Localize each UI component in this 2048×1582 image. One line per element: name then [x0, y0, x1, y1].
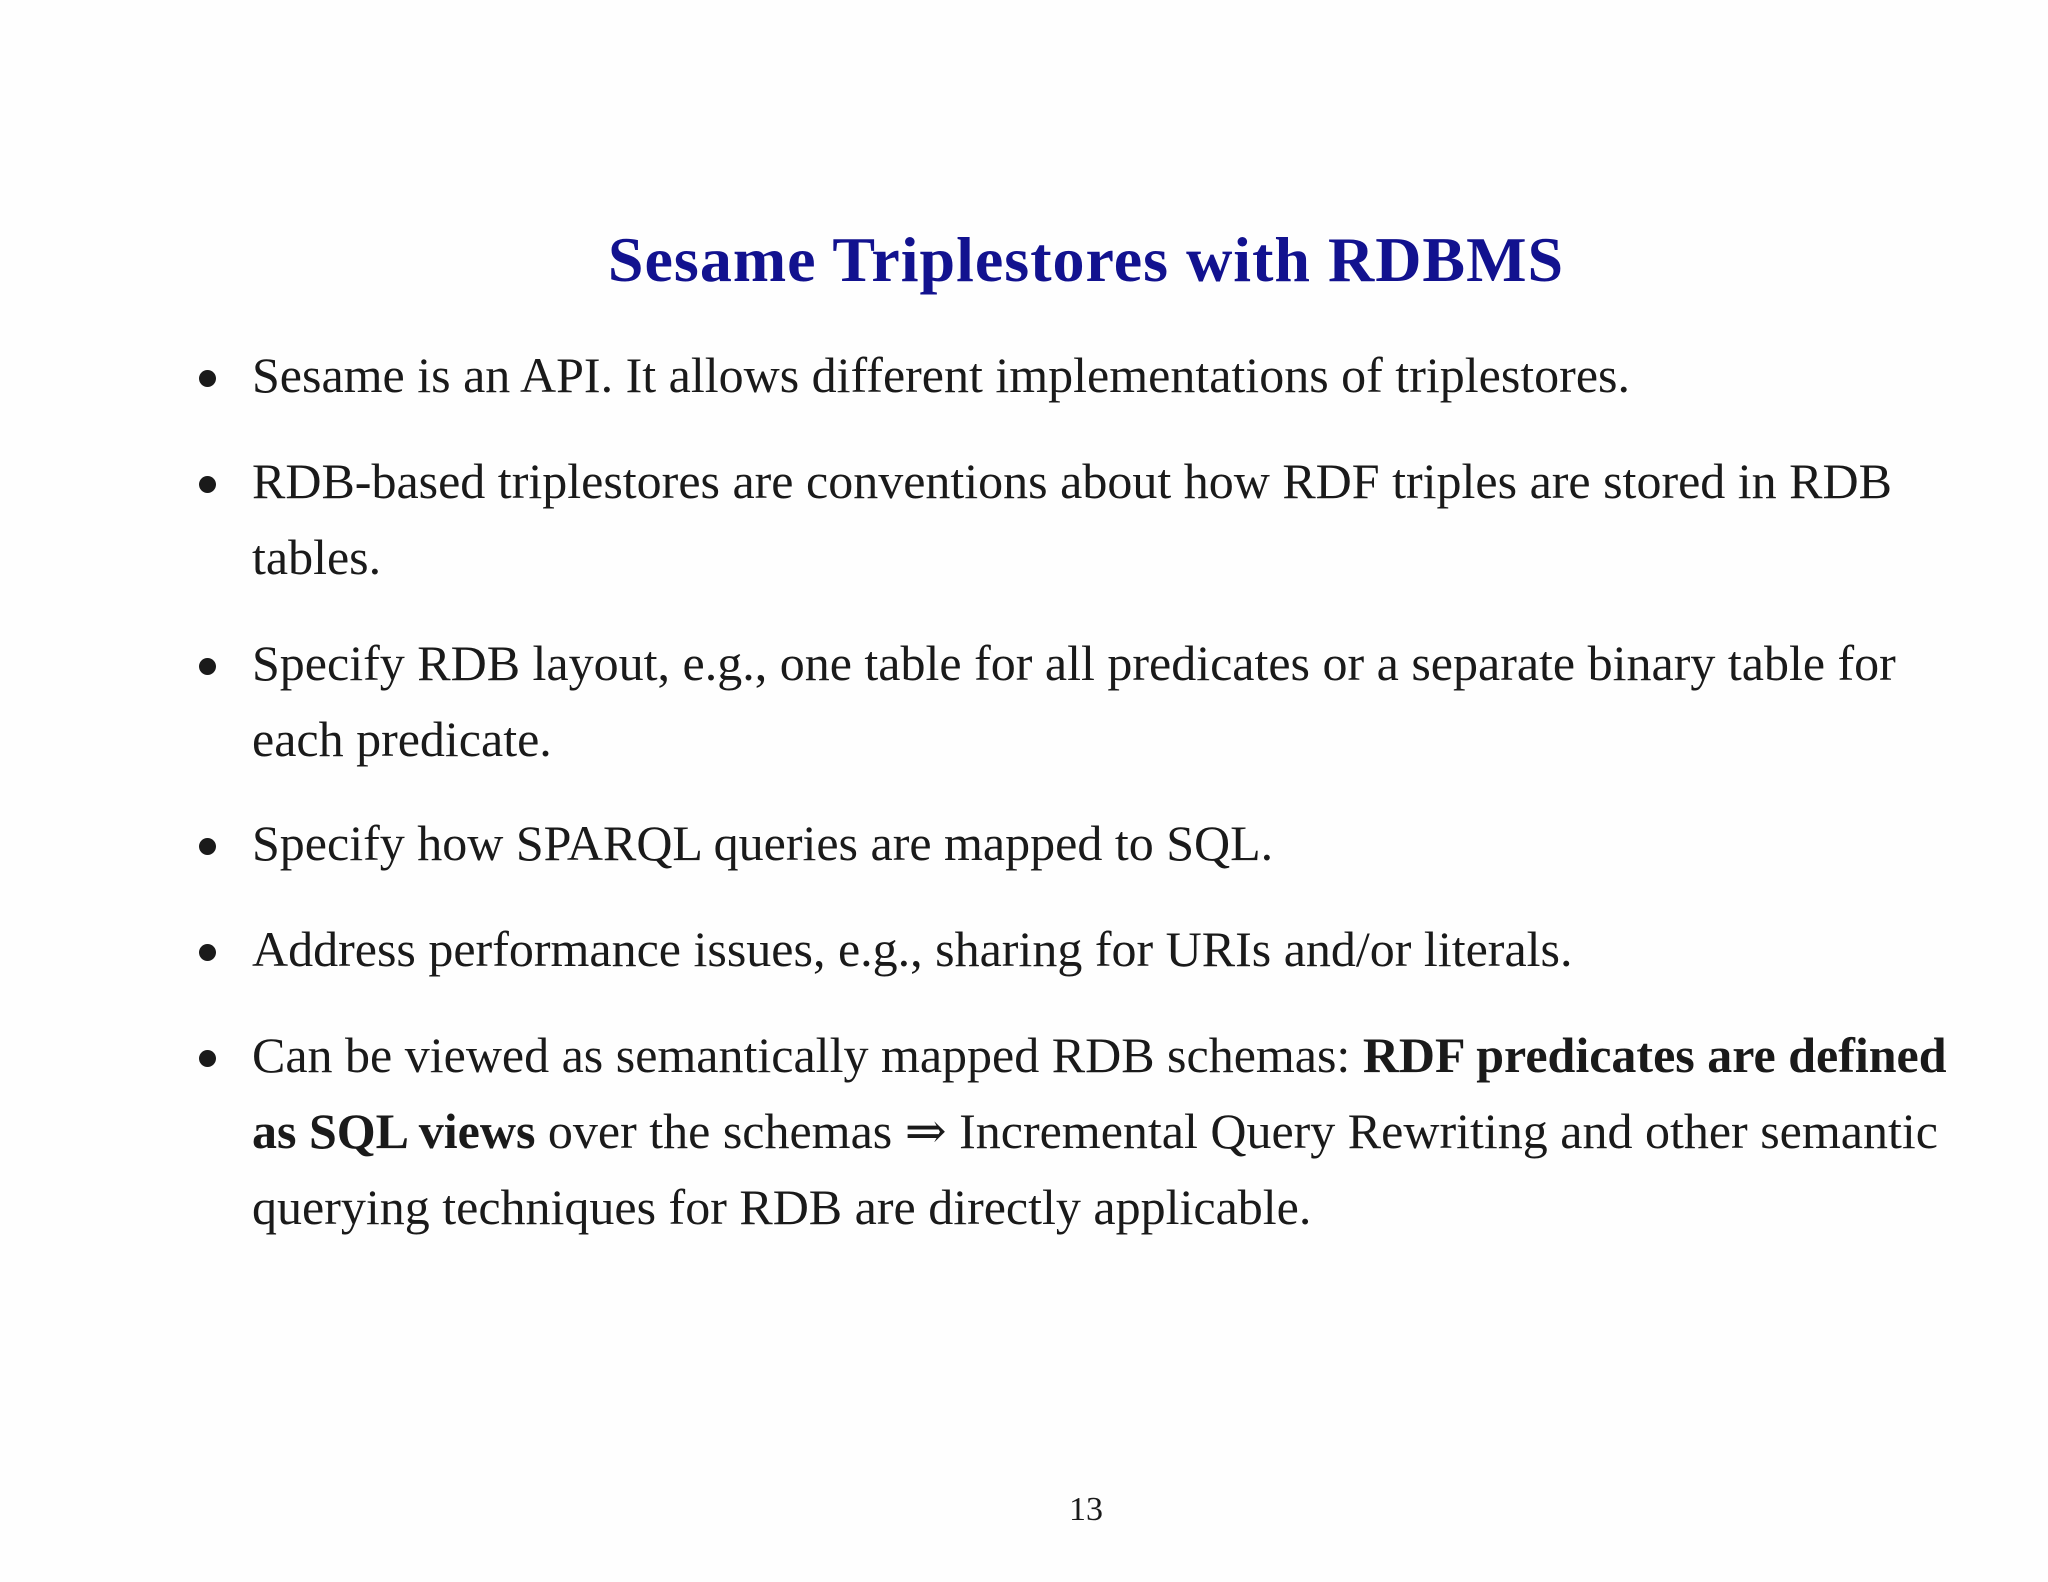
bullet-text: Sesame is an API. It allows different implementations of triplestores. — [252, 347, 1630, 403]
bullet-item-performance — [195, 911, 1995, 987]
bullet-dot-icon — [199, 944, 216, 961]
bullet-dot-icon — [199, 1050, 216, 1067]
bullet-item-sesame-api — [195, 337, 1995, 413]
bullet-dot-icon — [199, 658, 216, 675]
bullet-text-before: Can be viewed as semantically mapped RDB schemas: — [252, 1027, 1363, 1083]
bullet-text-after: over the schemas ⇒ Incremental Query Rewriting and other semantic querying techniques for RDB are directly applicable. — [252, 1103, 1938, 1235]
page-number: 13 — [1069, 1491, 1103, 1528]
bullet-item-rdb-triplestores — [195, 443, 1995, 595]
bullet-text-emphasis: RDF predicates are defined as SQL views — [252, 1027, 1947, 1159]
bullet-list — [195, 337, 1995, 1275]
bullet-item-sparql-mapping — [195, 805, 1995, 881]
bullet-text: RDB-based triplestores are conventions about how RDF triples are stored in RDB tables. — [252, 453, 1892, 585]
bullet-item-semantic-mapping — [195, 1017, 1995, 1245]
bullet-item-rdb-layout — [195, 625, 1995, 777]
bullet-text: Specify RDB layout, e.g., one table for all predicates or a separate binary table for each predicate. — [252, 635, 1896, 767]
bullet-dot-icon — [199, 838, 216, 855]
bullet-dot-icon — [199, 370, 216, 387]
bullet-dot-icon — [199, 476, 216, 493]
bullet-text: Specify how SPARQL queries are mapped to SQL. — [252, 815, 1274, 871]
bullet-text: Address performance issues, e.g., sharing for URIs and/or literals. — [252, 921, 1573, 977]
slide-title: Sesame Triplestores with RDBMS — [607, 224, 1565, 295]
